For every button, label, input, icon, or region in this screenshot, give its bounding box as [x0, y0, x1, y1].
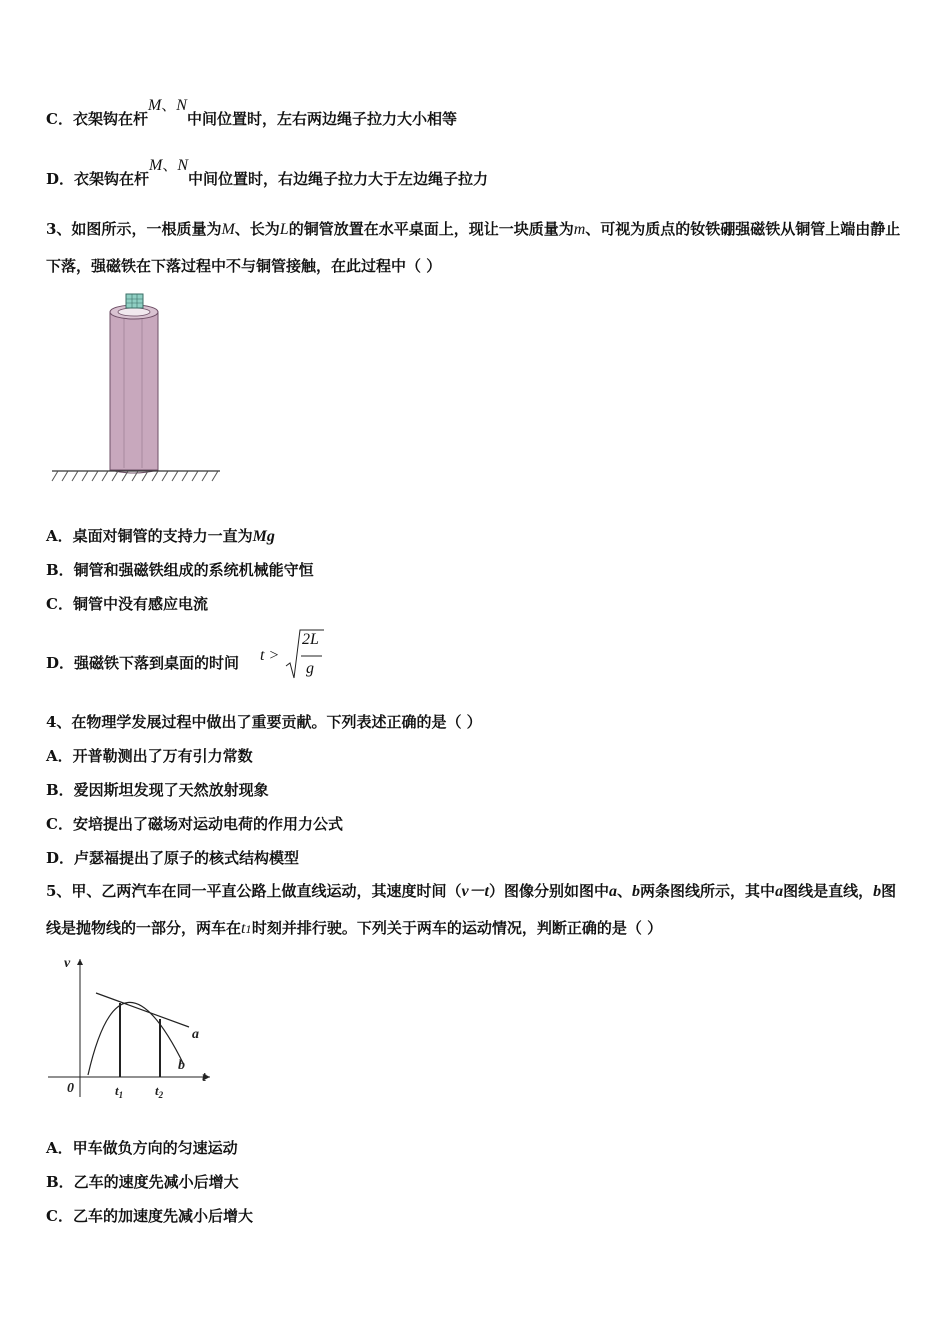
q5-option-b: B．乙车的速度先减小后增大: [46, 1173, 239, 1191]
q3-stem: 3、如图所示，一根质量为M、长为L的铜管放置在水平桌面上，现让一块质量为m、可视为质点的钕铁硼强磁铁从铜管上端由静止下落，强磁铁在下落过程中不与铜管接触，在此过程中（ ）: [46, 220, 901, 275]
vt-graph: [44, 955, 224, 1105]
time-inequality: [260, 646, 279, 665]
var-n: N: [176, 97, 187, 114]
q4-option-b: B．爱因斯坦发现了天然放射现象: [46, 781, 269, 799]
q2-option-d: D．衣架钩在杆M、N中间位置时，右边绳子拉力大于左边绳子拉力: [46, 156, 489, 188]
var-m: M: [149, 157, 163, 174]
b-label: b: [178, 1058, 185, 1073]
q2-option-c: C．衣架钩在杆M、N中间位置时，左右两边绳子拉力大小相等: [46, 96, 457, 128]
var-m: M: [147, 97, 162, 114]
v-label: v: [64, 956, 71, 971]
t-label: t: [202, 1070, 206, 1085]
q3-option-c: C．铜管中没有感应电流: [46, 595, 208, 613]
var-n: N: [177, 157, 189, 174]
q3-option-a: A．桌面对铜管的支持力一直为Mg: [46, 527, 275, 545]
q4-option-d: D．卢瑟福提出了原子的核式结构模型: [46, 849, 300, 867]
tube-body: [110, 312, 158, 470]
t1-label: $t_1$: [115, 1083, 124, 1100]
curve-b: [88, 1002, 184, 1075]
q4-option-c: C．安培提出了磁场对运动电荷的作用力公式: [46, 815, 343, 833]
origin-label: 0: [67, 1081, 74, 1096]
magnet: [126, 294, 143, 308]
fraction-denominator: g: [306, 660, 314, 677]
q5-stem: 5、甲、乙两汽车在同一平直公路上做直线运动，其速度时间（v－t）图像分别如图中a、b两条图线所示，其中a图线是直线，b图线是抛物线的一部分，两车在t1时刻并排行驶。下列关于两车的运动情况，判断正确的是（ ）: [46, 882, 897, 937]
q4-stem: 4、在物理学发展过程中做出了重要贡献。下列表述正确的是（ ）: [46, 713, 482, 731]
t2-label: $t_2$: [155, 1083, 164, 1100]
q5-option-c: C．乙车的加速度先减小后增大: [46, 1207, 253, 1225]
q3-option-d: D．强磁铁下落到桌面的时间: [46, 654, 240, 672]
copper-tube-figure: [46, 290, 226, 490]
a-label: a: [192, 1027, 199, 1042]
line-a: [96, 993, 189, 1027]
q5-option-a: A．甲车做负方向的匀速运动: [46, 1139, 238, 1157]
var-t: t >: [260, 647, 280, 664]
q3-option-b: B．铜管和强磁铁组成的系统机械能守恒: [46, 561, 314, 579]
fraction-numerator: 2L: [302, 631, 319, 648]
q4-option-a: A．开普勒测出了万有引力常数: [46, 747, 253, 765]
